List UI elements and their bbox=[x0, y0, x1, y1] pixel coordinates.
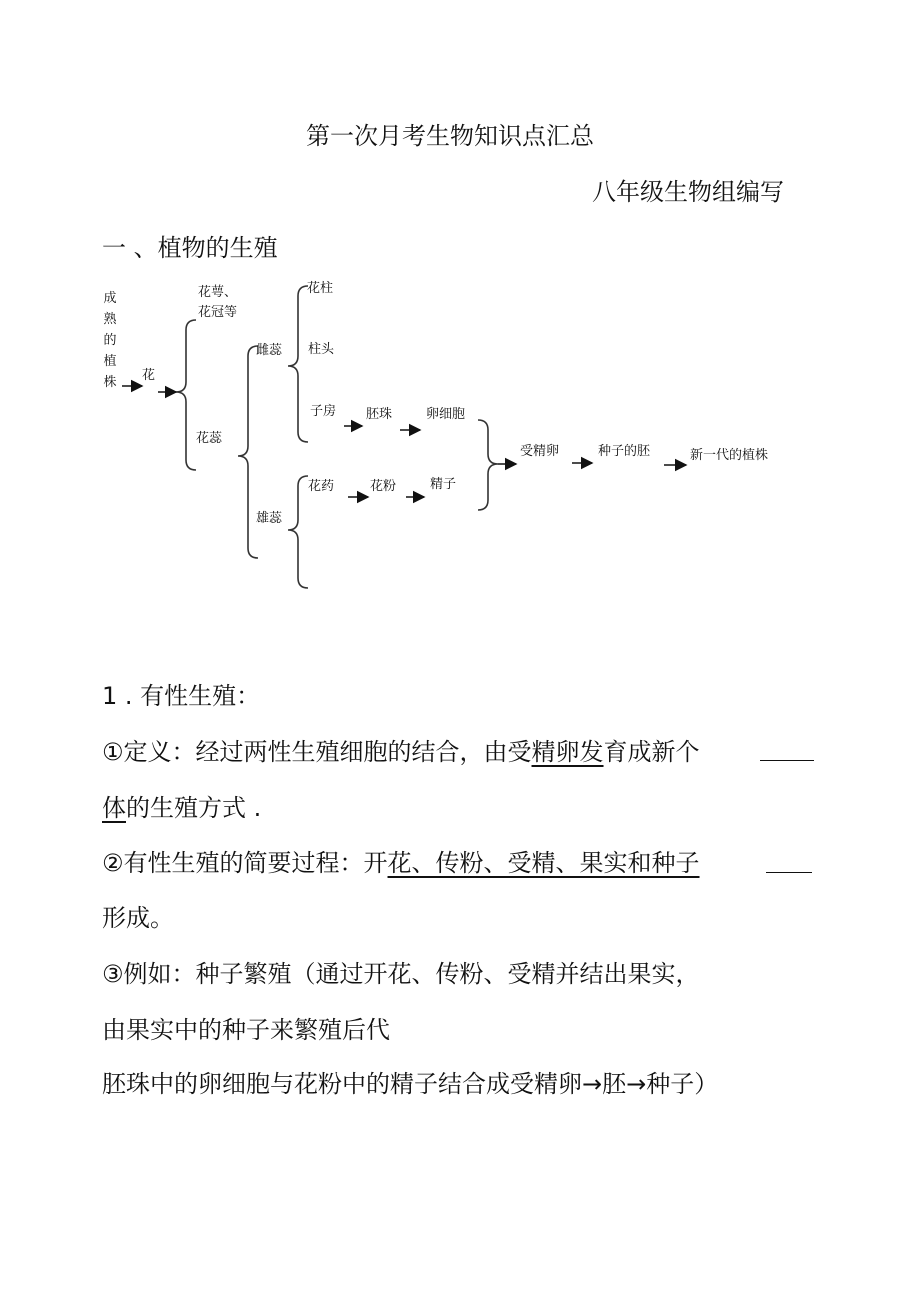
definition-line2-rest: 的生殖方式 . bbox=[126, 794, 262, 822]
author-line: 八年级生物组编写 bbox=[592, 178, 784, 206]
page-title: 第一次月考生物知识点汇总 bbox=[306, 122, 594, 150]
label-pollen: 花粉 bbox=[370, 479, 397, 494]
label-pistil: 雌蕊 bbox=[256, 343, 283, 358]
definition-line-1 bbox=[102, 732, 700, 767]
definition-prefix: ①定义：经过两性生殖细胞的结合，由受 bbox=[102, 738, 532, 766]
label-plant: 成熟的植株 bbox=[103, 291, 117, 390]
label-stigma: 柱头 bbox=[308, 342, 335, 357]
definition-line2-underlined: 体 bbox=[102, 794, 126, 822]
label-new-plant: 新一代的植株 bbox=[690, 448, 769, 463]
process-underlined: 花、传粉、受精、果实和种子 bbox=[387, 849, 700, 877]
example-line-2: 由果实中的种子来繁殖后代 bbox=[102, 1016, 390, 1044]
label-anther: 花药 bbox=[308, 479, 335, 494]
example-line-1: ③例如：种子繁殖（通过开花、传粉、受精并结出果实， bbox=[102, 960, 700, 988]
label-zygote: 受精卵 bbox=[520, 444, 560, 459]
label-sepal-petal: 花萼、花冠等 bbox=[198, 285, 238, 320]
definition-line-2 bbox=[102, 788, 261, 823]
definition-underlined: 精卵发 bbox=[531, 738, 604, 766]
label-stamen-pistil: 花蕊 bbox=[196, 431, 223, 446]
label-stamen: 雄蕊 bbox=[256, 511, 283, 526]
brace-fertilization bbox=[478, 420, 498, 510]
process-line-1 bbox=[102, 843, 700, 878]
label-sperm: 精子 bbox=[430, 477, 457, 492]
label-style: 花柱 bbox=[307, 281, 334, 296]
heading-sexual-reproduction: 1 . 有性生殖： bbox=[102, 682, 261, 710]
label-ovary: 子房 bbox=[310, 404, 337, 419]
brace-flower bbox=[176, 320, 196, 470]
brace-stamen bbox=[288, 476, 308, 588]
blank-underline-2 bbox=[766, 872, 812, 873]
brace-pistil bbox=[288, 286, 308, 442]
process-prefix: ②有性生殖的简要过程：开 bbox=[102, 849, 388, 877]
example-line-3: 胚珠中的卵细胞与花粉中的精子结合成受精卵→胚→种子） bbox=[102, 1070, 719, 1098]
label-flower: 花 bbox=[142, 368, 156, 383]
blank-underline-1 bbox=[760, 760, 814, 761]
process-line-2: 形成。 bbox=[102, 904, 174, 932]
label-ovule: 胚珠 bbox=[366, 407, 393, 422]
brace-stamen-pistil bbox=[238, 346, 258, 558]
section-heading: 一 、植物的生殖 bbox=[102, 234, 278, 262]
label-egg-cell: 卵细胞 bbox=[426, 407, 466, 422]
label-embryo: 种子的胚 bbox=[598, 444, 651, 459]
definition-suffix: 育成新个 bbox=[603, 738, 700, 766]
flower-structure-diagram bbox=[0, 0, 920, 620]
